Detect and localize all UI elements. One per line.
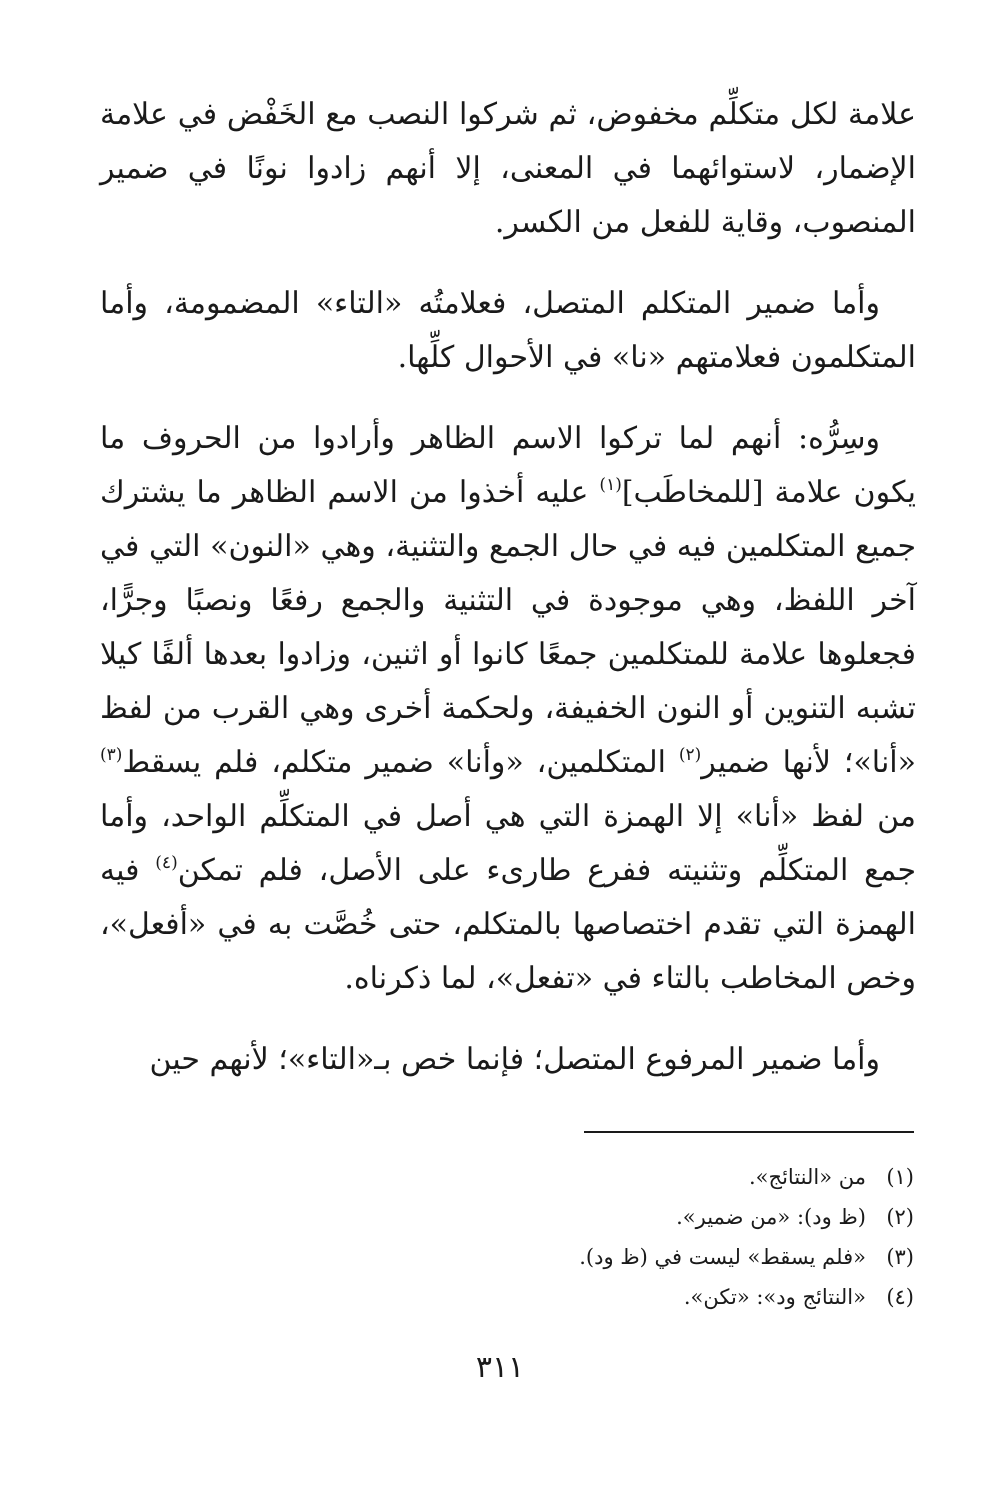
footnote-3-number: (٣) xyxy=(886,1245,914,1269)
paragraph-3-part-3: المتكلمين، «وأنا» ضمير متكلم، فلم يسقط xyxy=(122,745,679,780)
footnote-1-number: (١) xyxy=(886,1165,914,1189)
footnote-2-text: (ظ ود): «من ضمير». xyxy=(676,1205,866,1229)
footnote-separator xyxy=(584,1131,914,1133)
paragraph-3-part-1: وسِرُّه: أنهم لما تركوا الاسم الظاهر وأرادوا من الحروف ما يكون علامة [للمخاطَب] xyxy=(100,421,916,510)
footnote-3 xyxy=(100,1237,914,1277)
paragraph-3-part-4: من لفظ «أنا» إلا الهمزة التي هي أصل في المتكلِّم الواحد، وأما جمع المتكلِّم وتثنيته ففرع طارىء على الأصل، فلم تمكن xyxy=(100,799,916,888)
paragraph-2-text: وأما ضمير المتكلم المتصل، فعلامتُه «التاء» المضمومة، وأما المتكلمون فعلامتهم «نا» في الأحوال كلِّها. xyxy=(100,286,916,375)
footnote-ref-3: (٣) xyxy=(100,745,123,765)
footnote-4-text: «النتائج ود»: «تكن». xyxy=(683,1285,866,1309)
paragraph-4-text: وأما ضمير المرفوع المتصل؛ فإنما خص بـ«التاء»؛ لأنهم حين xyxy=(149,1042,880,1077)
main-text xyxy=(100,88,916,1114)
paragraph-3-part-5: فيه الهمزة التي تقدم اختصاصها بالمتكلم، حتى خُصَّت به في «أفعل»، وخص المخاطب بالتاء في «تفعل»، لما ذكرناه. xyxy=(100,853,916,996)
footnote-ref-4: (٤) xyxy=(155,853,178,873)
paragraph-1-text: علامة لكل متكلِّم مخفوض، ثم شركوا النصب مع الخَفْض في علامة الإضمار، لاستوائهما في المعنى، إلا أنهم زادوا نونًا في ضمير المنصوب، وقاية للفعل من الكسر. xyxy=(100,97,916,240)
paragraph-3-part-2: عليه أخذوا من الاسم الظاهر ما يشترك جميع المتكلمين فيه في حال الجمع والتثنية، وهي «النون» التي في آخر اللفظ، وهي موجودة في التثنية والجمع رفعًا ونصبًا وجرًّا، فجعلوها علامة للمتكلمين جمعًا كانوا أو اثنين، وزادوا بعدها ألفًا كيلا تشبه التنوين أو النون الخفيفة، ولحكمة أخرى وهي القرب من لفظ «أنا»؛ لأنها ضمير xyxy=(100,475,916,780)
page-number: ٣١١ xyxy=(475,1350,525,1385)
footnote-ref-2: (٢) xyxy=(678,745,702,765)
footnote-4-number: (٤) xyxy=(886,1285,914,1309)
paragraph-4 xyxy=(100,1033,916,1087)
footnote-2 xyxy=(100,1197,914,1237)
footnote-ref-1: (١) xyxy=(599,475,622,495)
paragraph-3 xyxy=(100,412,916,1006)
footnote-4 xyxy=(100,1277,914,1317)
footnote-2-number: (٢) xyxy=(886,1205,914,1229)
footnote-1-text: من «النتائج». xyxy=(749,1165,866,1189)
paragraph-1 xyxy=(100,88,916,250)
footnote-1 xyxy=(100,1157,914,1197)
footnotes xyxy=(100,1157,914,1317)
paragraph-2 xyxy=(100,277,916,385)
footnote-3-text: «فلم يسقط» ليست في (ظ ود). xyxy=(579,1245,866,1269)
